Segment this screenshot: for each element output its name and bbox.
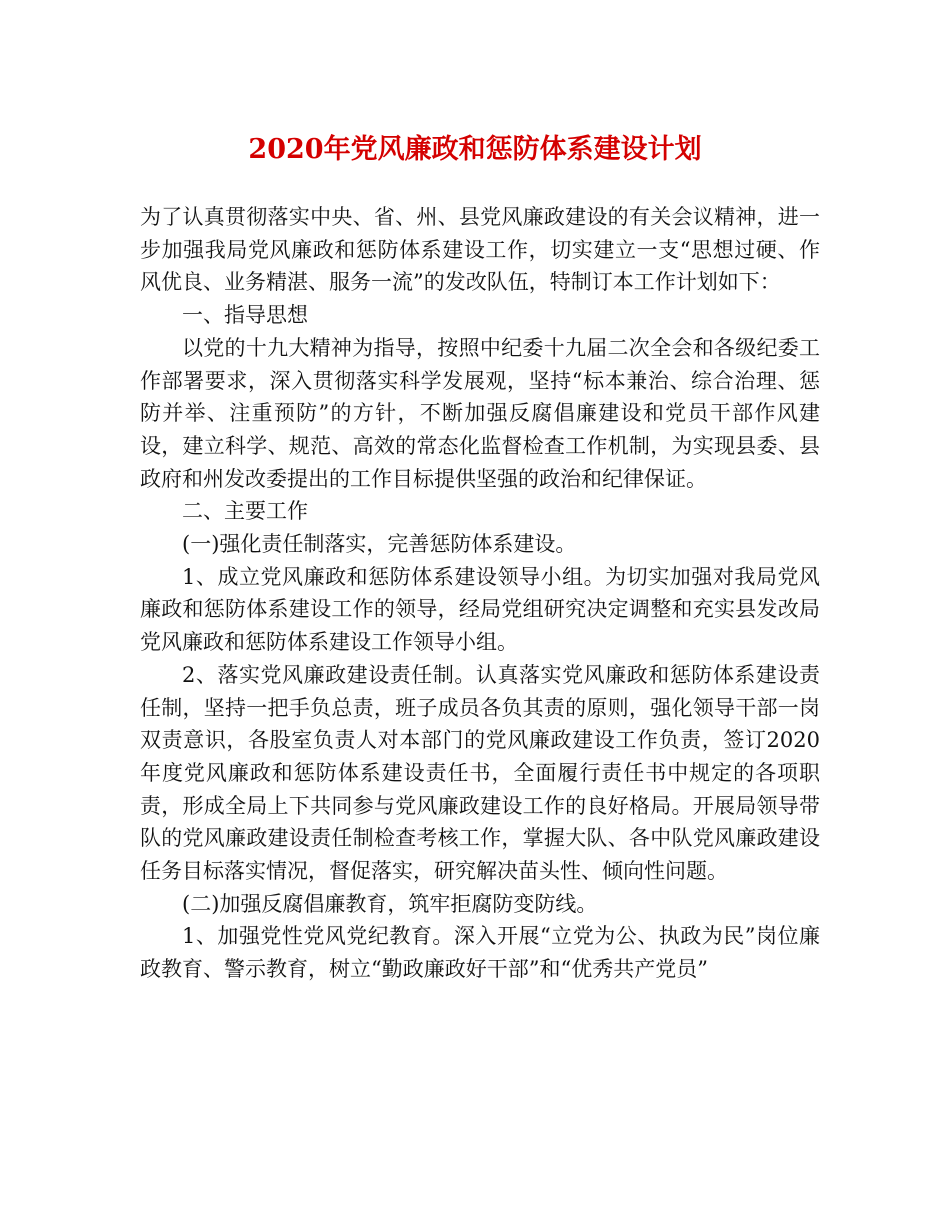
item-party-education-paragraph: 1、加强党性党风党纪教育。深入开展“立党为公、执政为民”岗位廉政教育、警示教育，树立“勤政廉政好干部”和“优秀共产党员” (140, 924, 820, 982)
guiding-ideology-paragraph: 以党的十九大精神为指导，按照中纪委十九届二次全会和各级纪委工作部署要求，深入贯彻落实科学发展观，坚持“标本兼治、综合治理、惩防并举、注重预防”的方针，不断加强反腐倡廉建设和党员干部作风建设，建立科学、规范、高效的常态化监督检查工作机制，为实现县委、县政府和州发改委提出的工作目标提供坚强的政治和纪律保证。 (140, 335, 820, 491)
item-leadership-group-paragraph: 1、成立党风廉政和惩防体系建设领导小组。为切实加强对我局党风廉政和惩防体系建设工作的领导，经局党组研究决定调整和充实县发改局党风廉政和惩防体系建设工作领导小组。 (140, 564, 820, 655)
section-heading-main-work: 二、主要工作 (182, 499, 308, 524)
document-title: 2020年党风廉政和惩防体系建设计划 (248, 134, 702, 165)
subsection-heading-responsibility: (一)强化责任制落实，完善惩防体系建设。 (182, 532, 577, 557)
intro-paragraph: 为了认真贯彻落实中央、省、州、县党风廉政建设的有关会议精神，进一步加强我局党风廉政和惩防体系建设工作，切实建立一支“思想过硬、作风优良、业务精湛、服务一流”的发改队伍，特制订本工作计划如下： (140, 205, 820, 295)
item-responsibility-system-paragraph: 2、落实党风廉政建设责任制。认真落实党风廉政和惩防体系建设责任制，坚持一把手负总责，班子成员各负其责的原则，强化领导干部一岗双责意识，各股室负责人对本部门的党风廉政建设工作负责，签订2020年度党风廉政和惩防体系建设责任书，全面履行责任书中规定的各项职责，形成全局上下共同参与党风廉政建设工作的良好格局。开展局领导带队的党风廉政建设责任制检查考核工作，掌握大队、各中队党风廉政建设任务目标落实情况，督促落实，研究解决苗头性、倾向性问题。 (140, 662, 820, 884)
document-body (140, 201, 820, 986)
section-heading-guiding-ideology: 一、指导思想 (182, 303, 308, 328)
subsection-heading-education: (二)加强反腐倡廉教育，筑牢拒腐防变防线。 (182, 891, 598, 916)
